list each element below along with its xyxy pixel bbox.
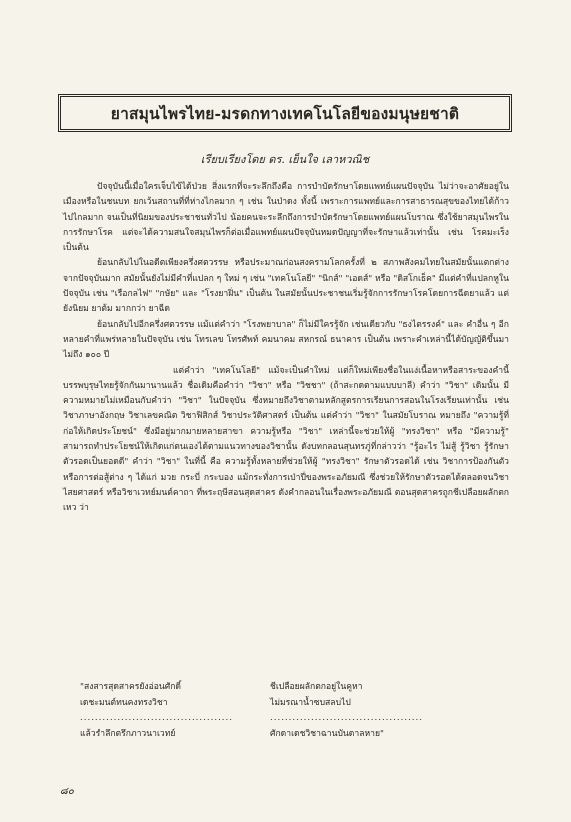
verse-first-half: "สงสารสุดสาครยังอ่อนศักดิ์ xyxy=(80,682,182,692)
verse-second-half: ......................................... xyxy=(270,713,423,723)
paragraph: ย้อนกลับไปอีกครึ่งศตวรรษ แม้แต่คำว่า "โรงพยาบาล" ก็ไม่มีใครรู้จัก เช่นเดียวกับ "ธงไตรรงค์" และ คำอื่น ๆ อีกหลายคำที่แพร่หลายในปัจจุบัน เช่น โทรเลข โทรศัพท์ คมนาคม สหกรณ์ ธนาคาร เป็นต้น เพราะคำเหล่านี้ได้บัญญัติขึ้นมาไม่ถึง ๑๐๐ ปี xyxy=(63,319,509,361)
title-box xyxy=(58,94,512,132)
verse-ellipsis-line xyxy=(80,711,500,727)
page-number: ๘๐ xyxy=(60,786,74,797)
paragraph: แต่คำว่า "เทคโนโลยี" แม้จะเป็นคำใหม่ แต่ก็ใหม่เพียงชื่อในแง่เนื้อหาหรือสาระของคำนี้ บรรพบุรุษไทยรู้จักกันมานานแล้ว ชื่อเดิมคือคำว่า "วิชา" หรือ "วิชชา" (ถ้าสะกดตามแบบบาลี) คำว่า "วิชา" เดิมนั้น มีความหมายไม่เหมือนกับคำว่า "วิชา" ในปัจจุบัน ซึ่งหมายถึงวิชาตามหลักสูตรการเรียนการสอนในโรงเรียนเท่านั้น เช่น วิชาภาษาอังกฤษ วิชาเลขคณิต วิชาฟิสิกส์ วิชาประวัติศาสตร์ เป็นต้น แต่คำว่า "วิชา" ในสมัยโบราณ หมายถึง "ความรู้ที่ก่อให้เกิดประโยชน์" ซึ่งมีอยู่มากมายหลายสาขา ความรู้หรือ "วิชา" เหล่านี้จะช่วยให้ผู้ "ทรงวิชา" หรือ "มีความรู้" สามารถทำประโยชน์ให้เกิดแก่ตนเองได้ตามแนวทางของวิชานั้น ดังบทกลอนสุนทรภู่ที่กล่าวว่า "รู้อะไร ไม่สู้ รู้วิชา รู้รักษาตัวรอดเป็นยอดดี" คำว่า "วิชา" ในที่นี้ คือ ความรู้ทั้งหลายที่ช่วยให้ผู้ "ทรงวิชา" รักษาตัวรอดได้ เช่น วิชาการป้องกันตัว หรือการต่อสู้ต่าง ๆ ได้แก่ มวย กระบี่ กระบอง แม้กระทั่งการเป่าปี่ของพระอภัยมณี ซึ่งช่วยให้รักษาตัวรอดได้ตลอดจนวิชาไสยศาสตร์ หรือวิชาเวทย์มนต์คาถา ที่พระฤษีสอนสุดสาคร ดังคำกลอนในเรื่องพระอภัยมณี ตอนสุดสาครถูกชีเปลือยผลักตกเหว ว่า xyxy=(63,365,509,514)
verse-line xyxy=(80,727,500,743)
verse-second-half: ศักดาเดชวิชาฉานบันดาลหาย" xyxy=(270,728,384,739)
verse-first-half: ......................................... xyxy=(80,713,233,723)
author-byline: เรียบเรียงโดย ดร. เย็นใจ เลาหวณิช xyxy=(200,153,370,166)
verse-first-half: แล้วรำลึกตรึกภาวนาเวทย์ xyxy=(80,728,176,739)
verse-second-half: ไม่มรณาน้ำซบสลบไป xyxy=(270,697,351,708)
verse-first-half: เดชะมนต์ทนคงทรงวิชา xyxy=(80,697,168,708)
paragraph: ปัจจุบันนี้เมื่อใครเจ็บไข้ได้ป่วย สิ่งแรกที่จะระลึกถึงคือ การบำบัดรักษาโดยแพทย์แผนปัจจุบัน ไม่ว่าจะอาศัยอยู่ในเมืองหรือในชนบท ยกเว้นสถานที่ที่ห่างไกลมาก ๆ เช่น ในป่าดง ทั้งนี้ เพราะการแพทย์และการสาธารณสุขของไทยได้ก้าวไปไกลมาก จนเป็นที่นิยมของประชาชนทั่วไป น้อยคนจะระลึกถึงการบำบัดรักษาโดยแพทย์แผนโบราณ ซึ่งใช้ยาสมุนไพรในการรักษาโรค แต่จะได้ความสนใจสมุนไพรก็ต่อเมื่อแพทย์แผนปัจจุบันหมดปัญญาที่จะรักษาแล้วเท่านั้น เช่น โรคมะเร็ง เป็นต้น xyxy=(63,182,509,254)
article-body xyxy=(63,180,509,517)
verse-second-half: ชีเปลือยผลักตกอยู่ในคูหา xyxy=(270,682,363,692)
paragraph: ย้อนกลับไปในอดีตเพียงครึ่งศตวรรษ หรือประมาณก่อนสงครามโลกครั้งที่ ๒ สภาพสังคมไทยในสมัยนั้นแตกต่างจากปัจจุบันมาก สมัยนั้นยังไม่มีคำที่แปลก ๆ ใหม่ ๆ เช่น "เทคโนโลยี" "นิกส์" "เอดส์" หรือ "ดิสโกเธ็ค" มีแต่คำที่แปลกหูในปัจจุบัน เช่น "เรือกลไฟ" "กษัย" และ "โรงยาฝิ่น" เป็นต้น ในสมัยนั้นประชาชนเริ่มรู้จักการรักษาโรคโดยการฉีดยาแล้ว แต่ยังนิยม ยาต้ม มากกว่า ยาฉีด xyxy=(63,258,509,315)
document-title: ยาสมุนไพรไทย-มรดกทางเทคโนโลยีของมนุษยชาติ xyxy=(110,103,460,123)
poem-quote xyxy=(80,680,500,742)
verse-line xyxy=(80,680,500,696)
verse-line xyxy=(80,696,500,712)
